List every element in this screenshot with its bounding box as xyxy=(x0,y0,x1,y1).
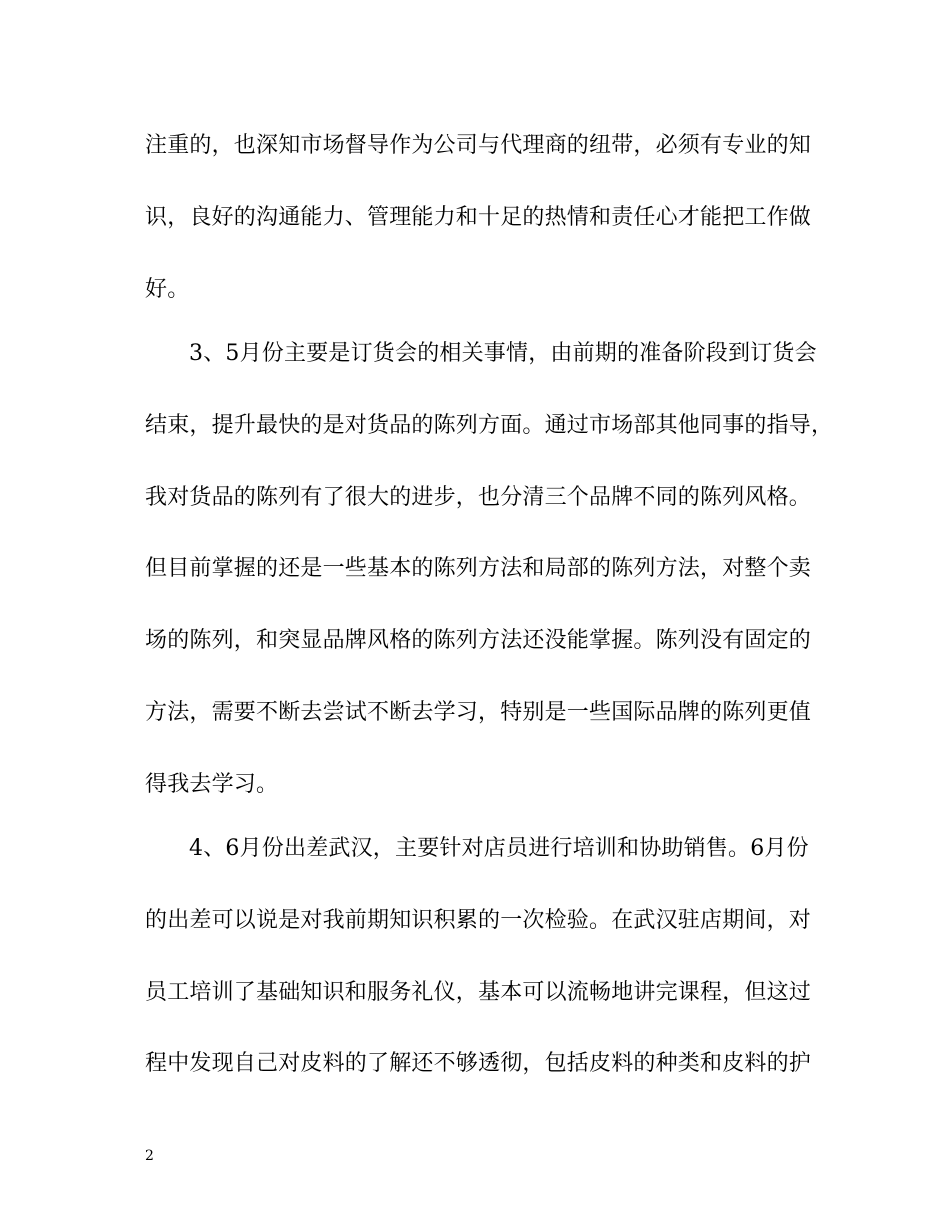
text-line: 好。 xyxy=(145,277,190,302)
text-line: 我对货品的陈列有了很大的进步，也分清三个品牌不同的陈列风格。 xyxy=(145,485,812,510)
text-line: 但目前掌握的还是一些基本的陈列方法和局部的陈列方法，对整个卖 xyxy=(145,556,812,581)
text-line: 得我去学习。 xyxy=(145,772,279,797)
text-line: 员工培训了基础知识和服务礼仪，基本可以流畅地讲完课程，但这过 xyxy=(145,980,812,1005)
text-line: 场的陈列，和突显品牌风格的陈列方法还没能掌握。陈列没有固定的 xyxy=(145,628,812,653)
text-line: 程中发现自己对皮料的了解还不够透彻，包括皮料的种类和皮料的护 xyxy=(145,1051,812,1076)
text-line: 注重的，也深知市场督导作为公司与代理商的纽带，必须有专业的知 xyxy=(145,133,812,158)
page-number: 2 xyxy=(145,1148,154,1164)
text-line: 方法，需要不断去尝试不断去学习，特别是一些国际品牌的陈列更值 xyxy=(145,700,812,725)
text-line: 结束，提升最快的是对货品的陈列方面。通过市场部其他同事的指导， xyxy=(145,413,834,438)
text-line: 识，良好的沟通能力、管理能力和十足的热情和责任心才能把工作做 xyxy=(145,205,812,230)
text-line: 的出差可以说是对我前期知识积累的一次检验。在武汉驻店期间，对 xyxy=(145,908,812,933)
text-line: 3、5月份主要是订货会的相关事情，由前期的准备阶段到订货会 xyxy=(189,341,817,366)
text-line: 4、6月份出差武汉，主要针对店员进行培训和协助销售。6月份 xyxy=(189,836,809,861)
